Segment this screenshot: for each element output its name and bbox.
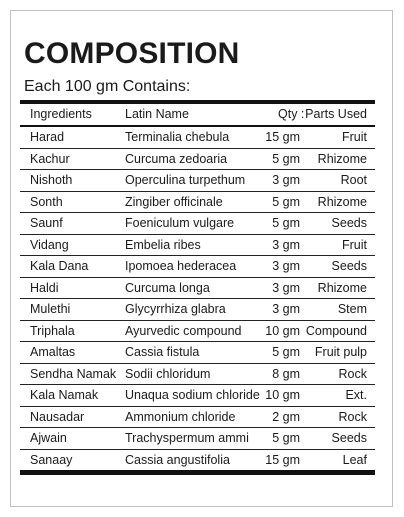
table-bottom-rule <box>20 470 375 475</box>
ingredient-cell: Nausadar <box>30 409 85 424</box>
ingredient-cell: Sonth <box>30 194 63 209</box>
latin-name-cell: Curcuma zedoaria <box>125 151 228 166</box>
latin-name-cell: Operculina turpethum <box>125 173 246 187</box>
header-parts-used: Parts Used <box>305 107 367 121</box>
composition-table <box>20 100 375 475</box>
ingredient-cell: Sendha Namak <box>30 366 117 381</box>
ingredient-cell: Harad <box>30 130 65 144</box>
latin-name-cell: Ayurvedic compound <box>125 323 242 338</box>
qty-cell: 5 gm <box>272 216 300 230</box>
part-used-cell: Rhizome <box>317 151 367 166</box>
ingredient-cell: Haldi <box>30 280 59 295</box>
part-used-cell: Fruit <box>342 237 367 252</box>
ingredient-cell: Kala Namak <box>30 388 99 402</box>
table-row <box>20 450 375 471</box>
latin-name-cell: Foeniculum vulgare <box>125 216 235 230</box>
table-row <box>20 235 375 257</box>
table-row <box>20 256 375 278</box>
qty-cell: 10 gm <box>265 323 300 338</box>
part-used-cell: Rock <box>338 366 367 381</box>
part-used-cell: Stem <box>337 302 367 316</box>
part-used-cell: Compound <box>305 323 367 338</box>
table-row <box>20 364 375 386</box>
qty-cell: 5 gm <box>272 345 300 359</box>
qty-cell: 8 gm <box>272 366 300 381</box>
qty-cell: 5 gm <box>272 431 300 445</box>
header-ingredients: Ingredients <box>30 107 92 121</box>
qty-cell: 5 gm <box>272 151 300 166</box>
ingredient-cell: Ajwain <box>30 431 67 445</box>
ingredient-cell: Amaltas <box>30 345 76 359</box>
table-row <box>20 342 375 364</box>
qty-cell: 3 gm <box>272 280 300 295</box>
table-row <box>20 428 375 450</box>
part-used-cell: Ext. <box>345 388 367 402</box>
qty-cell: 15 gm <box>265 130 300 144</box>
table-row <box>20 278 375 300</box>
header-qty: Qty : <box>278 107 305 121</box>
ingredient-cell: Kala Dana <box>30 259 89 273</box>
qty-cell: 3 gm <box>272 237 300 252</box>
part-used-cell: Seeds <box>331 216 367 230</box>
latin-name-cell: Ammonium chloride <box>125 409 236 424</box>
table-row <box>20 170 375 192</box>
table-header-row <box>20 104 375 127</box>
header-latin-name: Latin Name <box>125 107 189 121</box>
table-row <box>20 299 375 321</box>
table-row <box>20 385 375 407</box>
table-row <box>20 127 375 149</box>
part-used-cell: Fruit pulp <box>314 345 367 359</box>
ingredient-cell: Mulethi <box>30 302 71 316</box>
latin-name-cell: Zingiber officinale <box>125 194 223 209</box>
qty-cell: 15 gm <box>265 452 300 467</box>
latin-name-cell: Cassia angustifolia <box>125 452 230 467</box>
ingredient-cell: Vidang <box>30 237 69 252</box>
qty-cell: 10 gm <box>265 388 300 402</box>
ingredient-cell: Sanaay <box>30 452 73 467</box>
part-used-cell: Rhizome <box>317 280 367 295</box>
latin-name-cell: Curcuma longa <box>125 280 210 295</box>
part-used-cell: Rock <box>338 409 367 424</box>
table-row <box>20 149 375 171</box>
qty-cell: 2 gm <box>272 409 300 424</box>
latin-name-cell: Terminalia chebula <box>125 130 230 144</box>
latin-name-cell: Trachyspermum ammi <box>125 431 249 445</box>
part-used-cell: Leaf <box>342 452 367 467</box>
qty-cell: 3 gm <box>272 259 300 273</box>
table-row <box>20 213 375 235</box>
subtitle: Each 100 gm Contains: <box>24 78 191 95</box>
ingredient-cell: Saunf <box>30 216 63 230</box>
page-title: COMPOSITION <box>24 37 240 70</box>
qty-cell: 3 gm <box>272 302 300 316</box>
latin-name-cell: Cassia fistula <box>125 345 200 359</box>
part-used-cell: Rhizome <box>317 194 367 209</box>
latin-name-cell: Sodii chloridum <box>125 366 211 381</box>
part-used-cell: Fruit <box>342 130 367 144</box>
table-row <box>20 321 375 343</box>
table-row <box>20 407 375 429</box>
ingredient-cell: Triphala <box>30 323 75 338</box>
latin-name-cell: Ipomoea hederacea <box>125 259 237 273</box>
ingredient-cell: Kachur <box>30 151 70 166</box>
ingredient-cell: Nishoth <box>30 173 73 187</box>
latin-name-cell: Embelia ribes <box>125 237 201 252</box>
table-row <box>20 192 375 214</box>
latin-name-cell: Unaqua sodium chloride <box>125 388 260 402</box>
qty-cell: 3 gm <box>272 173 300 187</box>
latin-name-cell: Glycyrrhiza glabra <box>125 302 226 316</box>
part-used-cell: Root <box>340 173 367 187</box>
part-used-cell: Seeds <box>331 431 367 445</box>
table-body <box>20 127 375 470</box>
qty-cell: 5 gm <box>272 194 300 209</box>
part-used-cell: Seeds <box>331 259 367 273</box>
